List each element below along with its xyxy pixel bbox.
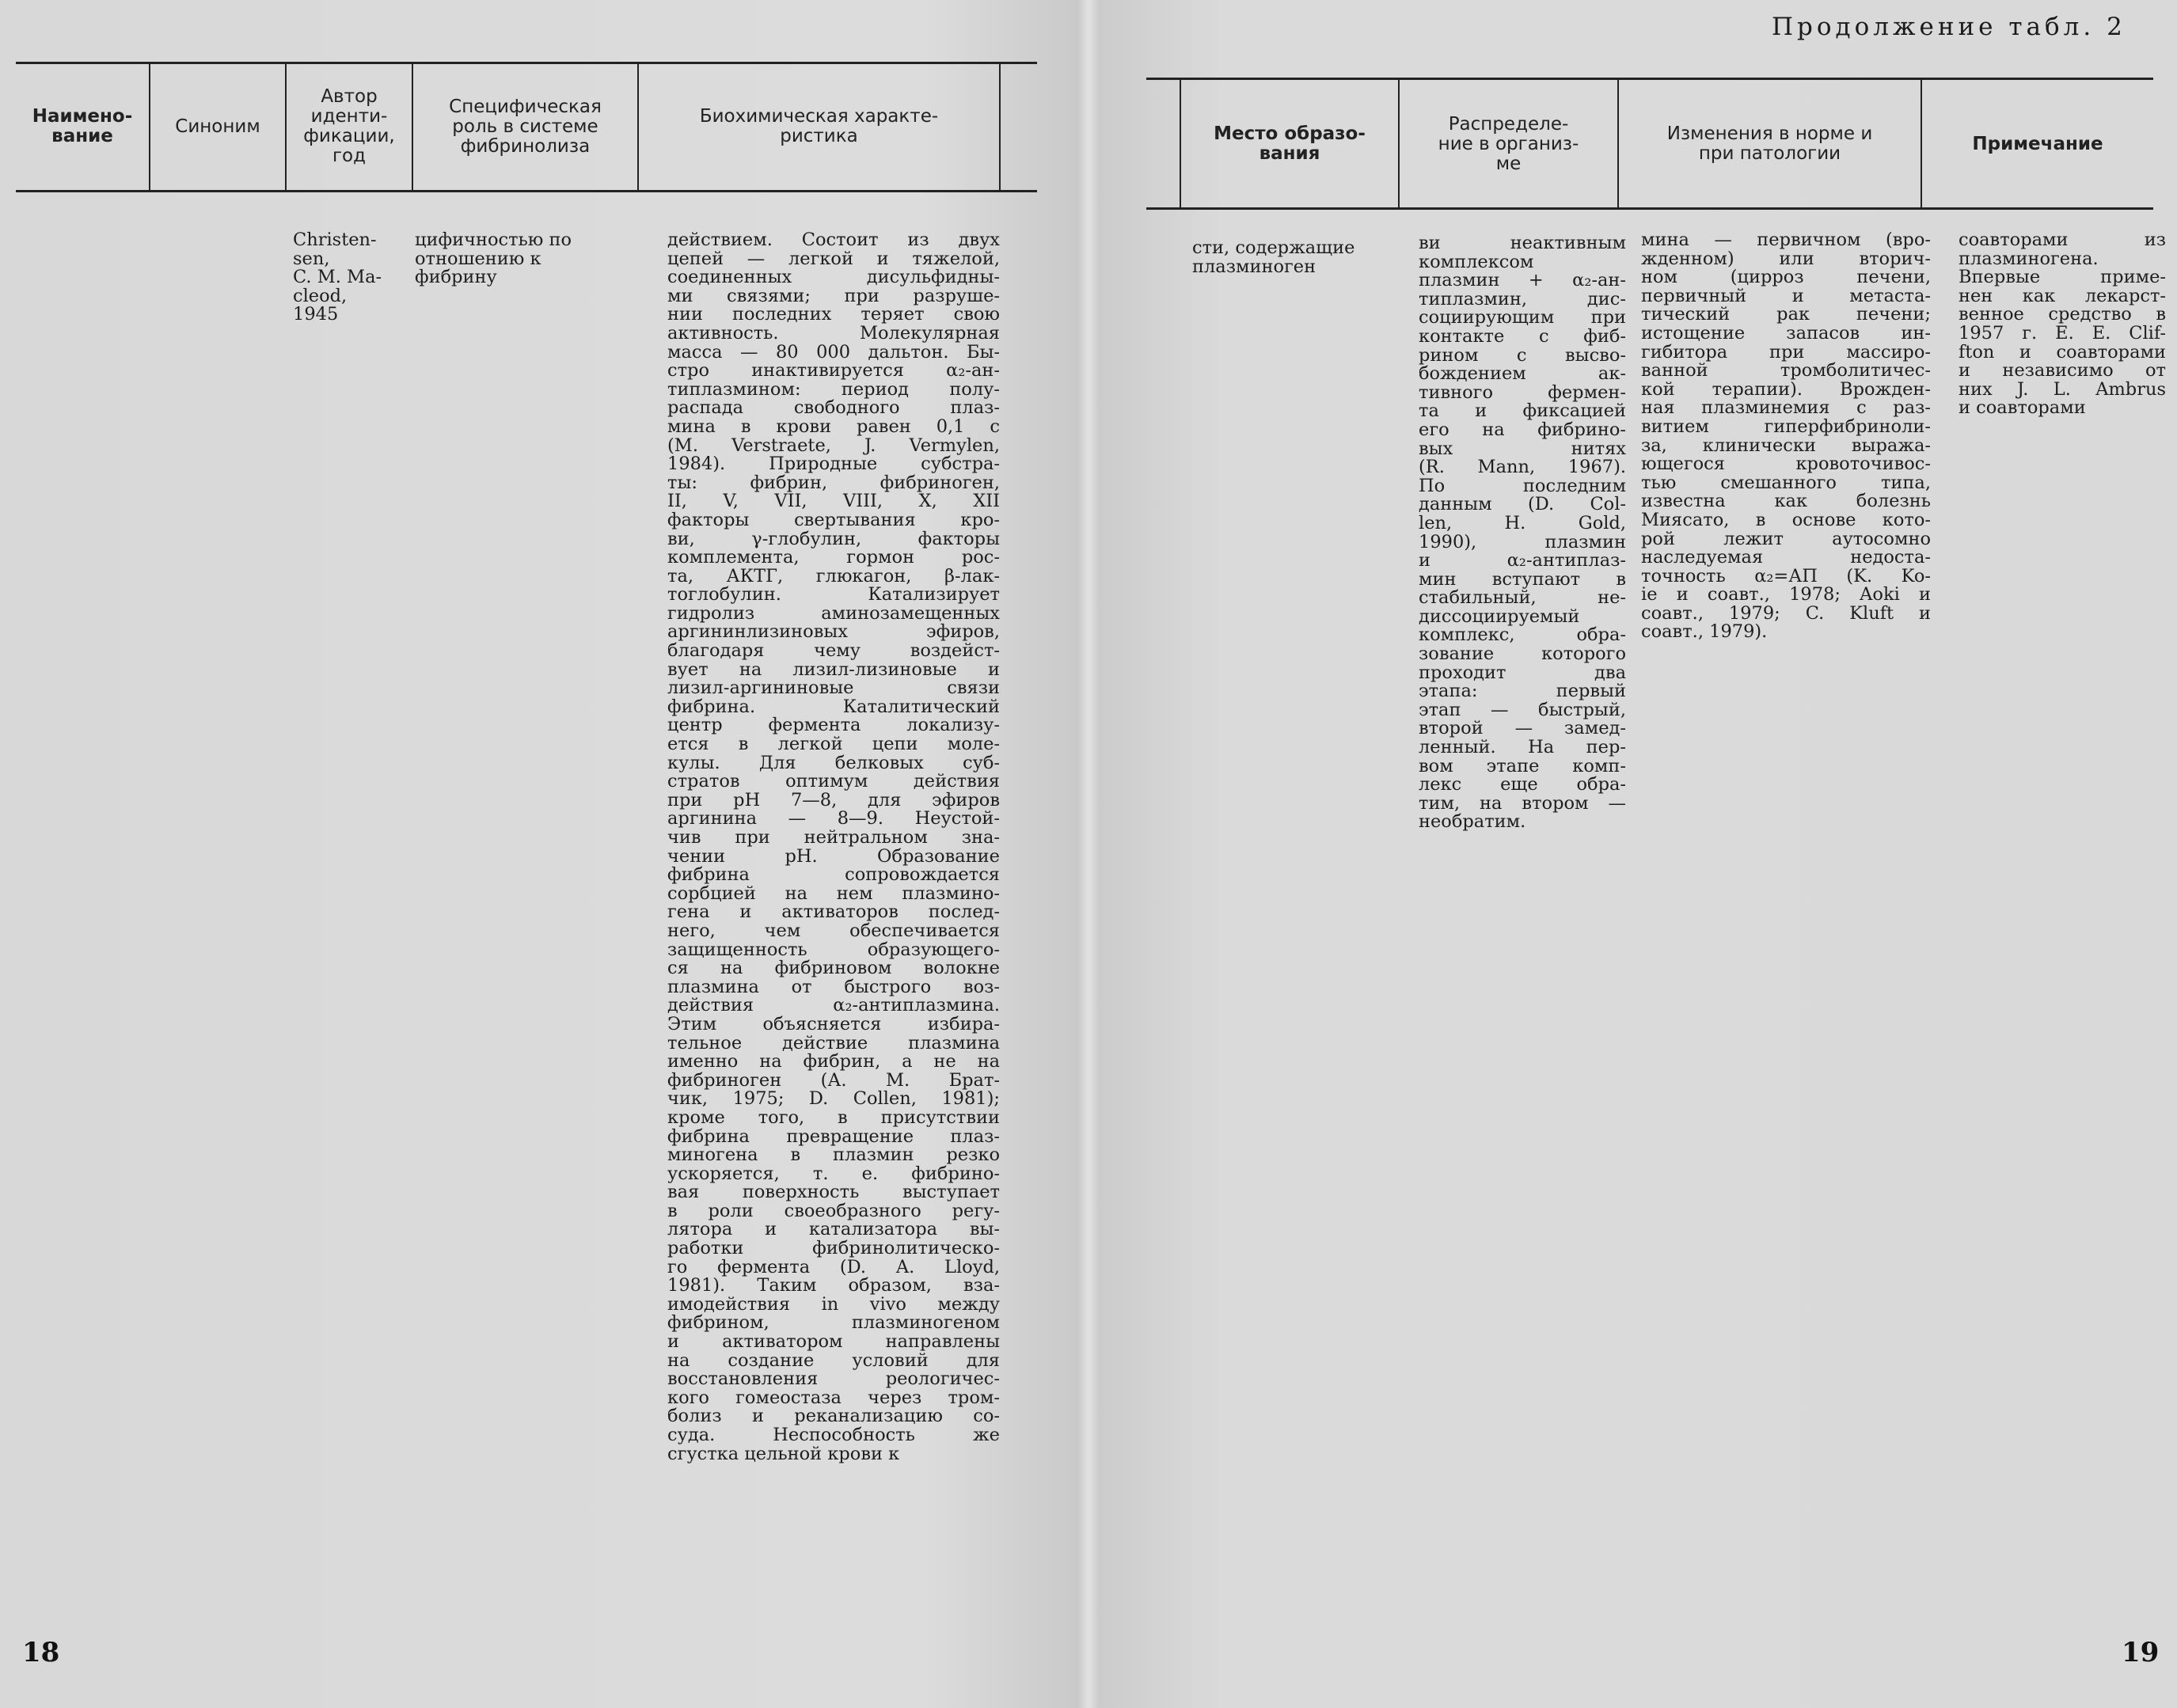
text-line: действием. Состоит из двух [667,230,1000,250]
text-line: мина — первичном (вро- [1641,230,1931,250]
text-line: восстановления реологичес- [667,1368,1000,1390]
text-line: этап — быстрый, [1419,699,1626,720]
text-line: (M. Verstraete, J. Vermylen, [667,435,1000,456]
text-line: len, H. Gold, [1419,512,1626,533]
text-line: аргинина — 8—9. Неустой- [667,808,1000,829]
text-line: и соавторами [1959,397,2086,419]
text-line: его на фибрино- [1419,419,1626,440]
text-line: ся на фибриновом волокне [667,958,1000,979]
text-line: 1957 г. E. E. Clif- [1959,322,2166,343]
note-column [1959,231,2166,418]
left-header-divider [999,63,1001,190]
biochem-column [667,231,1000,1463]
text-line: социирующим при [1419,307,1626,328]
text-line: sen, [293,248,330,269]
text-line: фибрину [415,267,497,288]
text-line: венное средство в [1959,304,2166,325]
continuation-label: Продолжение табл. 2 [1772,13,2126,41]
text-line: Christen- [293,230,377,250]
text-line: этапа: первый [1419,681,1626,702]
text-line: ванной тромболитичес- [1641,360,1931,381]
right-header-top-rule [1146,78,2153,80]
text-line: лятора и катализатора вы- [667,1219,1000,1240]
changes-column [1641,231,1931,642]
text-line: чив при нейтральном зна- [667,827,1000,848]
text-line: fton и соавторами [1959,341,2166,362]
text-line: чик, 1975; D. Collen, 1981); [667,1088,1000,1110]
text-line: масса — 80 000 дальтон. Бы- [667,341,1000,362]
text-line: вых нитях [1419,438,1626,459]
text-line: них J. L. Ambrus [1959,378,2166,400]
text-line: в роли своеобразного регу- [667,1200,1000,1221]
text-line: тим, на втором — [1419,792,1626,814]
text-line: ющегося кровоточивос- [1641,454,1931,475]
header-role: Специфическая роль в системе фибринолиза [449,96,602,157]
book-gutter [1077,0,1100,1708]
text-line: тоглобулин. Катализирует [667,584,1000,605]
text-line: соавторами из [1959,230,2166,250]
text-line: отношению к [415,248,541,269]
author-column [293,231,412,325]
text-line: тью смешанного типа, [1641,472,1931,493]
text-line: соавт., 1979; C. Kluft и [1641,602,1931,624]
text-line: вом этапе комп- [1419,755,1626,776]
text-line: комплемента, гормон рос- [667,547,1000,568]
text-line: ie и соавт., 1978; Aoki и [1641,584,1931,605]
text-line: По последним [1419,475,1626,496]
text-line: 1981). Таким образом, вза- [667,1275,1000,1296]
text-line: Этим объясняется избира- [667,1013,1000,1034]
text-line: ты: фибрин, фибриноген, [667,472,1000,493]
text-line: болиз и реканализацию со- [667,1406,1000,1427]
text-line: го фермента (D. A. Lloyd, [667,1256,1000,1277]
text-line: фибрина превращение плаз- [667,1125,1000,1147]
text-line: та, АКТГ, глюкагон, β-лак- [667,565,1000,586]
header-distribution: Распределе- ние в организ- ме [1438,113,1579,174]
text-line: стро инактивируется α₂-ан- [667,360,1000,381]
text-line: благодаря чему воздейст- [667,640,1000,662]
text-line: кроме того, в присутствии [667,1106,1000,1128]
text-line: кой терапии). Врожден- [1641,378,1931,400]
text-line: II, V, VII, VIII, X, XII [667,491,1000,512]
text-line: фибрина сопровождается [667,864,1000,886]
text-line: ется в легкой цепи моле- [667,734,1000,755]
right-header-bottom-rule [1146,207,2153,210]
text-line: центр фермента локализу- [667,715,1000,736]
text-line: типлазмином: период полу- [667,378,1000,400]
header-biochem: Биохимическая характе- ристика [699,106,939,146]
text-line: фибрина. Каталитический [667,696,1000,717]
header-note: Примечание [1972,133,2103,154]
text-line: ми связями; при разруше- [667,285,1000,306]
text-line: кого гомеостаза через тром- [667,1387,1000,1408]
text-line: 1984). Природные субстра- [667,454,1000,475]
header-synonym: Синоним [175,116,260,137]
text-line: аргининлизиновых эфиров, [667,621,1000,643]
text-line: плазмина от быстрого воз- [667,976,1000,997]
text-line: гидролиз аминозамещенных [667,602,1000,624]
text-line: данным (D. Col- [1419,494,1626,515]
text-line: действия α₂-антиплазмина. [667,995,1000,1016]
text-line: типлазмин, дис- [1419,288,1626,309]
header-changes: Изменения в норме и при патологии [1666,123,1873,164]
text-line: нии последних теряет свою [667,304,1000,325]
text-line: жденном) или вторич- [1641,248,1931,269]
place-column [1192,239,1390,276]
text-line: него, чем обеспечивается [667,920,1000,941]
text-line: тический рак печени; [1641,304,1931,325]
text-line: вует на лизил-лизиновые и [667,659,1000,680]
text-line: сгустка цельной крови к [667,1443,900,1464]
text-line: работки фибринолитическо- [667,1238,1000,1259]
text-line: цифичностью по [415,230,572,250]
text-line: имодействия in vivo между [667,1293,1000,1315]
text-line: защищенность образующего- [667,939,1000,960]
page-number-left: 18 [22,1637,60,1668]
text-line: факторы свертывания кро- [667,509,1000,530]
text-line: фибрином, плазминогеном [667,1312,1000,1334]
text-line: 1990), плазмин [1419,531,1626,552]
text-line: гена и активаторов послед- [667,901,1000,923]
text-line: ная плазминемия с раз- [1641,397,1931,419]
text-line: активность. Молекулярная [667,322,1000,343]
text-line: на создание условий для [667,1349,1000,1371]
text-line: соавт., 1979). [1641,621,1768,643]
text-line: цепей — легкой и тяжелой, [667,248,1000,269]
text-line: наследуемая недоста- [1641,547,1931,568]
text-line: Впервые приме- [1959,267,2166,288]
text-line: и α₂-антиплаз- [1419,550,1626,571]
text-line: именно на фибрин, а не на [667,1051,1000,1072]
text-line: при pH 7—8, для эфиров [667,789,1000,810]
role-column [415,231,629,287]
text-line: C. M. Ma- [293,267,382,288]
text-line: комплекс, обра- [1419,624,1626,646]
header-place: Место образо- вания [1214,123,1366,164]
text-line: и активатором направлены [667,1331,1000,1353]
text-line: сти, содержащие [1192,237,1355,258]
text-line: 1945 [293,304,339,325]
text-line: ленный. На пер- [1419,737,1626,758]
text-line: Миясато, в основе кото- [1641,509,1931,530]
text-line: тивного фермен- [1419,381,1626,403]
text-line: фибриноген (А. М. Брат- [667,1069,1000,1091]
text-line: рой лежит аутосомно [1641,528,1931,549]
text-line: cleod, [293,285,348,306]
text-line: диссоциируемый [1419,605,1580,627]
text-line: проходит два [1419,662,1626,683]
text-line: контакте с фиб- [1419,325,1626,347]
text-line: соединенных дисульфидны- [667,267,1000,288]
text-line: рином с высво- [1419,344,1626,366]
page-number-right: 19 [2122,1637,2160,1668]
text-line: нен как лекарст- [1959,285,2166,306]
left-header-bottom-rule [16,190,1037,192]
text-line: ви, γ-глобулин, факторы [667,528,1000,549]
text-line: за, клинически выража- [1641,435,1931,456]
text-line: известна как болезнь [1641,491,1931,512]
text-line: комплексом [1419,251,1534,272]
text-line: кулы. Для белковых суб- [667,752,1000,773]
text-line: лекс еще обра- [1419,774,1626,795]
text-line: и независимо от [1959,360,2166,381]
text-line: ном (цирроз печени, [1641,267,1931,288]
text-line: вая поверхность выступает [667,1182,1000,1203]
text-line: чении pH. Образование [667,845,1000,867]
text-line: точность α₂=АП (K. Ko- [1641,565,1931,586]
distribution-column [1419,234,1626,832]
text-line: зование которого [1419,643,1626,665]
text-line: сорбцией на нем плазмино- [667,882,1000,904]
text-line: бождением ак- [1419,363,1626,385]
text-line: лизил-аргининовые связи [667,678,1000,699]
text-line: распада свободного плаз- [667,397,1000,419]
header-author: Автор иденти- фикации, год [303,86,395,166]
text-line: плазмин + α₂-ан- [1419,270,1626,291]
text-line: плазминогена. [1959,248,2099,269]
text-line: ускоряется, т. е. фибрино- [667,1163,1000,1184]
text-line: стабильный, не- [1419,587,1626,609]
left-header-top-rule [16,62,1037,64]
text-line: та и фиксацией [1419,400,1626,422]
text-line: первичный и метаста- [1641,285,1931,306]
text-line: миногена в плазмин резко [667,1144,1000,1166]
text-line: необратим. [1419,811,1526,833]
text-line: гибитора при массиро- [1641,341,1931,362]
text-line: суда. Неспособность же [667,1425,1000,1445]
text-line: второй — замед- [1419,718,1626,739]
header-name: Наимено- вание [32,106,133,146]
text-line: ви неактивным [1419,233,1626,253]
text-line: стратов оптимум действия [667,771,1000,792]
text-line: тельное действие плазмина [667,1032,1000,1053]
text-line: истощение запасов ин- [1641,322,1931,343]
text-line: плазминоген [1192,256,1316,277]
text-line: мин вступают в [1419,568,1626,590]
text-line: витием гиперфибриноли- [1641,416,1931,437]
text-line: (R. Mann, 1967). [1419,457,1626,478]
text-line: мина в крови равен 0,1 с [667,416,1000,437]
